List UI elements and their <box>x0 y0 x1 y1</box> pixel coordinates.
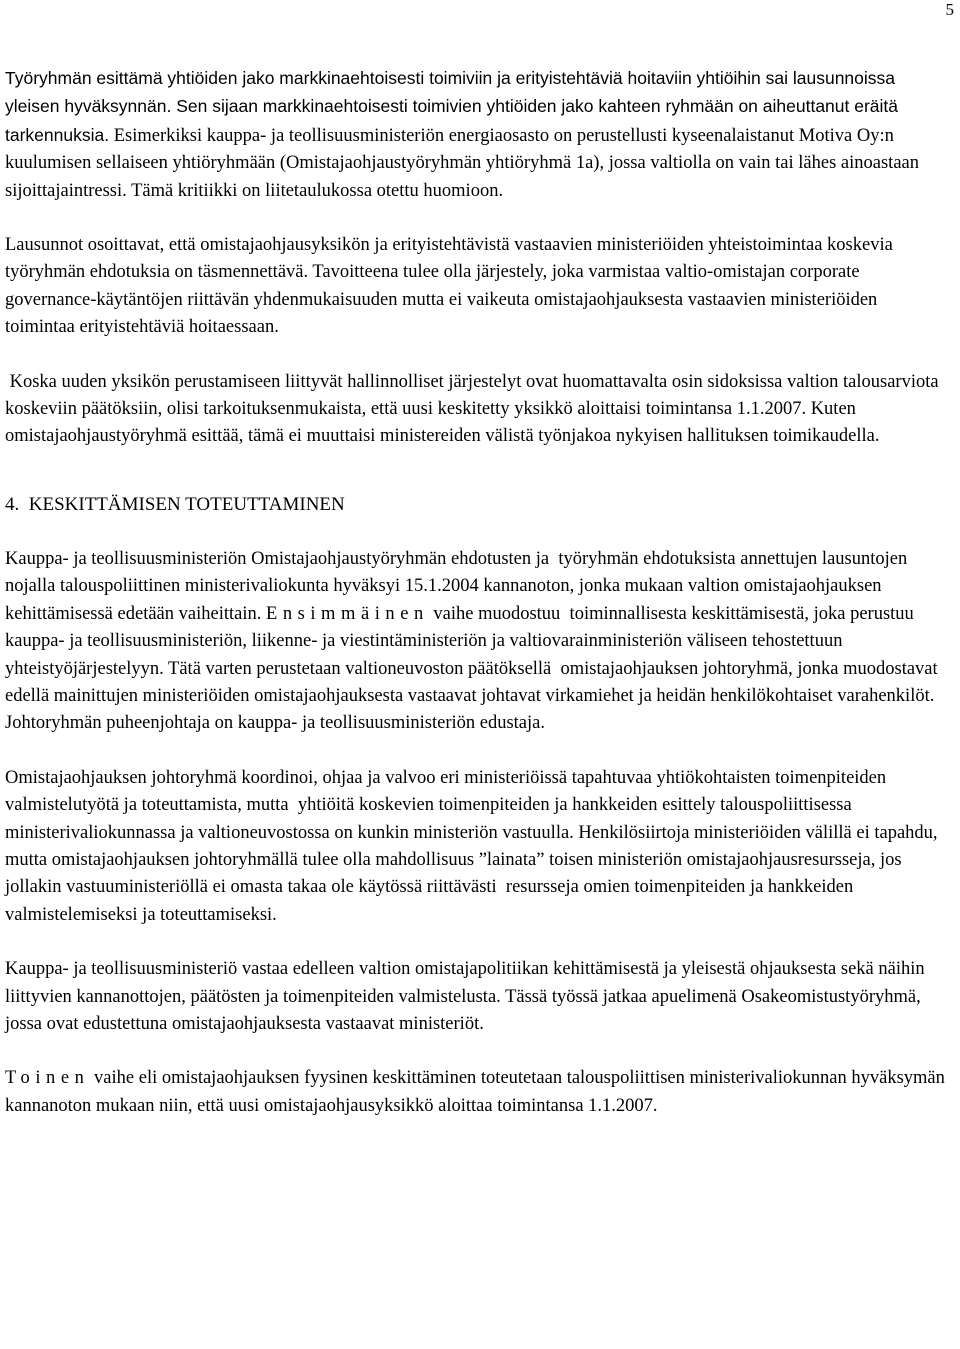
paragraph-5: Omistajaohjauksen johtoryhmä koordinoi, ohjaa ja valvoo eri ministeriöissä tapahtuvaa yhtiökohtaisten toimenpiteiden valmistelutyötä ja toteuttamista, mutta yhtiöitä koskevien toimenpiteiden ja hankkeiden esittely talouspoliittisessa ministerivaliokunnassa ja valtioneuvostossa on kunkin ministeriön vastuulla. Henkilösiirtoja ministeriöiden välillä ei tapahdu, mutta omistajaohjauksen johtoryhmällä tulee olla mahdollisuus ”lainata” toisen ministeriön omistajaohjausresursseja, jos jollakin vastuuministeriöllä ei omasta takaa ole käytössä riittävästi resursseja omien toimenpiteiden ja hankkeiden valmistelemiseksi ja toteuttamiseksi. <box>5 767 943 925</box>
paragraph-7-text: vaihe eli omistajaohjauksen fyysinen keskittäminen toteutetaan talouspoliittisen ministerivaliokunnan hyväksymän kannanoton mukaan niin, että uusi omistajaohjausyksikkö aloittaa toimintansa 1.1.2007. <box>5 1068 945 1116</box>
paragraph-1-sans-text: Työryhmän esittämä yhtiöiden jako markkinaehtoisesti toimiviin ja erityistehtäviä hoitaviin yhtiöihin sai lausunnoissa yleisen hyväksynnän. Sen sijaan markkinaehtoisesti toimivien yhtiöiden jako kahteen ryhmään on aiheuttanut eräitä tarkennuksia. <box>5 68 899 145</box>
paragraph-6: Kauppa- ja teollisuusministeriö vastaa edelleen valtion omistajapolitiikan kehittämisestä ja yleisestä ohjauksesta sekä näihin liittyvien kannanottojen, päätösten ja toimenpiteiden valmistelusta. Tässä työssä jatkaa apuelimenä Osakeomistustyöryhmä, jossa ovat edustettuna omistajaohjauksesta vastaavat ministeriöt. <box>5 959 925 1034</box>
paragraph-4-text-b: vaihe muodostuu toiminnallisesta keskittämisestä, joka perustuu kauppa- ja teollisuusministeriön, liikenne- ja viestintäministeriön ja valtiovarainministeriön väliseen tehostettuun yhteistyöjärjestelyyn. Tätä varten perustetaan valtioneuvoston päätöksellä omistajaohjauksen johtoryhmä, jonka muodostavat edellä mainittujen ministeriöiden omistajaohjauksesta vastaavat johtavat virkamiehet ja heidän henkilökohtaiset varahenkilöt. Johtoryhmän puheenjohtaja on kauppa- ja teollisuusministeriön edustaja. <box>5 603 943 734</box>
page-number: 5 <box>945 0 954 19</box>
paragraph-4-text-a: Kauppa- ja teollisuusministeriön Omistajaohjaustyöryhmän ehdotusten ja työryhmän ehdotuksista annettujen lausuntojen nojalla talouspoliittinen ministerivaliokunta hyväksyi 15.1.2004 kannanoton, jonka mukaan valtion omistajaohjauksen kehittämisessä edetään vaiheittain. <box>5 548 912 624</box>
paragraph-7-tracked-word: Toinen <box>5 1068 90 1089</box>
paragraph-4 <box>5 546 945 738</box>
paragraph-2: Lausunnot osoittavat, että omistajaohjausyksikön ja erityistehtävistä vastaavien ministeriöiden yhteistoimintaa koskevia työryhmän ehdotuksia on täsmennettävä. Tavoitteena tulee olla järjestely, joka varmistaa valtio-omistajan corporate governance-käytäntöjen riittävän yhdenmukaisuuden mutta ei vaikeuta omistajaohjauksesta vastaavien ministeriöiden toimintaa erityistehtäviä hoitaessaan. <box>5 235 893 338</box>
paragraph-4-tracked-word: Ensimmäinen <box>265 603 429 624</box>
paragraph-1 <box>5 65 945 205</box>
paragraph-7 <box>5 1065 945 1120</box>
paragraph-3: Koska uuden yksikön perustamiseen liittyvät hallinnolliset järjestelyt ovat huomattavalta osin sidoksissa valtion talousarviota koskeviin päätöksiin, olisi tarkoituksenmukaista, että uusi keskitetty yksikkö aloittaisi toimintansa 1.1.2007. Kuten omistajaohjaustyöryhmä esittää, tämä ei muuttaisi ministereiden välistä työnjakoa nykyisen hallituksen toimikaudella. <box>5 371 944 447</box>
section-heading: 4. KESKITTÄMISEN TOTEUTTAMINEN <box>5 493 345 515</box>
document-body <box>5 65 945 1120</box>
paragraph-1-serif-text: Esimerkiksi kauppa- ja teollisuusministeriön energiaosasto on perustellusti kyseenalaistanut Motiva Oy:n kuulumisen sellaiseen yhtiöryhmään (Omistajaohjaustyöryhmän yhtiöryhmä 1a), jossa valtiolla on vain tai lähes ainoastaan sijoittajaintressi. Tämä kritiikki on liitetaulukossa otettu huomioon. <box>5 125 919 201</box>
